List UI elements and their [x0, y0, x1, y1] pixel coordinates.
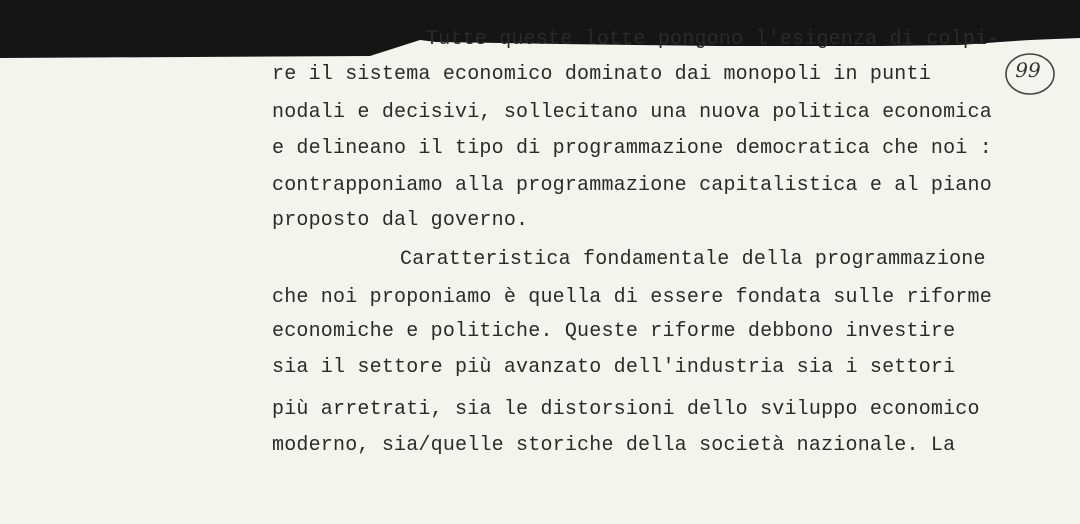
text-line-5: contrapponiamo alla programmazione capitalistica e al piano [272, 174, 992, 197]
text-line-4: e delineano il tipo di programmazione democratica che noi : [272, 137, 992, 160]
text-line-11: più arretrati, sia le distorsioni dello sviluppo economico [272, 398, 980, 421]
text-line-6: proposto dal governo. [272, 209, 529, 232]
text-line-10: sia il settore più avanzato dell'industria sia i settori [272, 356, 956, 379]
text-line-3: nodali e decisivi, sollecitano una nuova politica economica [272, 101, 992, 124]
text-line-9: economiche e politiche. Queste riforme debbono investire [272, 320, 956, 343]
text-line-8: che noi proponiamo è quella di essere fondata sulle riforme [272, 286, 992, 309]
text-line-7: Caratteristica fondamentale della programmazione [400, 248, 986, 271]
text-line-2: re il sistema economico dominato dai monopoli in punti [272, 63, 931, 86]
text-line-12: moderno, sia/quelle storiche della società nazionale. La [272, 434, 956, 457]
text-line-1: Tutte queste lotte pongono l'esigenza di colpi- [426, 28, 1000, 51]
page-number: 99 [1015, 58, 1041, 82]
